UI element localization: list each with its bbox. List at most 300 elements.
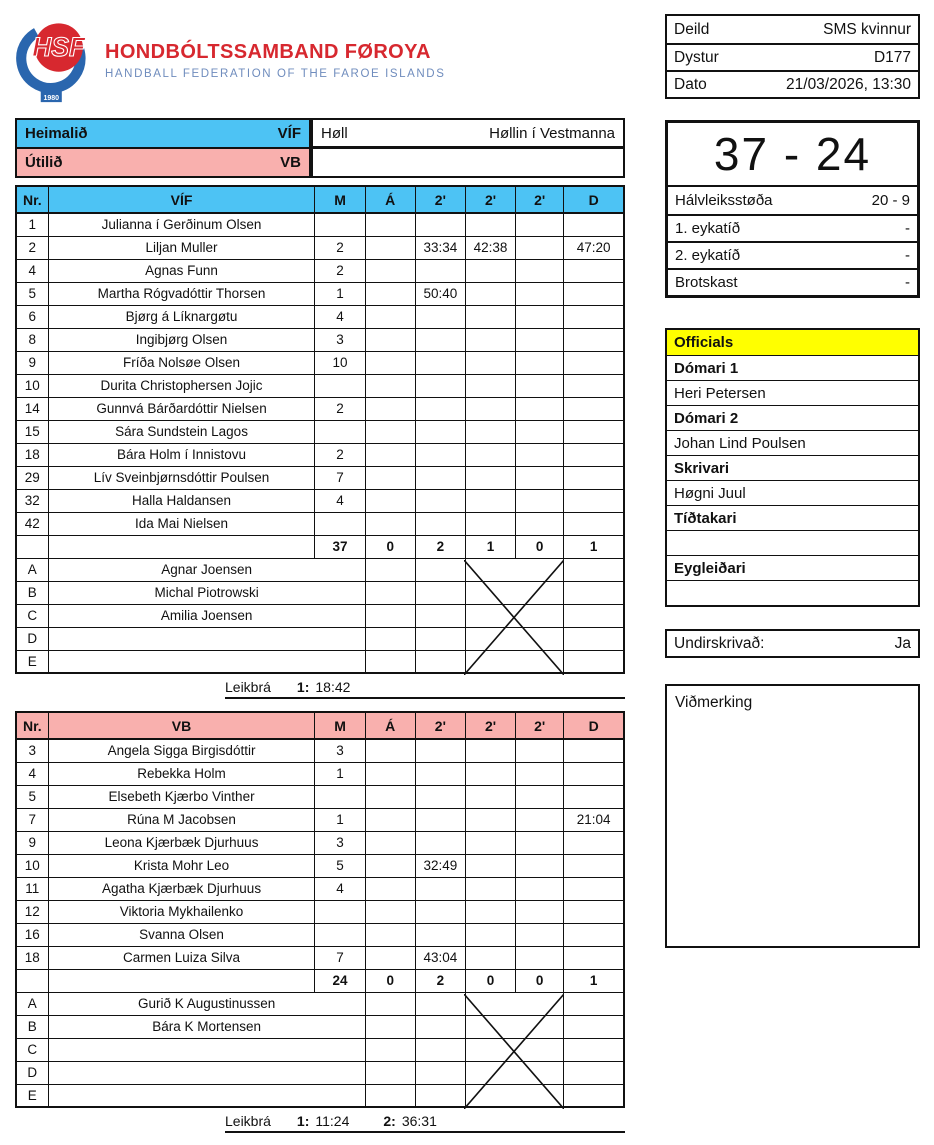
bench-official-row	[16, 558, 624, 581]
player-s2-cell	[465, 946, 515, 969]
player-s1-cell	[415, 397, 465, 420]
player-s2-cell	[465, 351, 515, 374]
player-d-cell	[564, 739, 624, 762]
bench-name-cell	[48, 627, 365, 650]
player-nr-cell: 9	[16, 351, 48, 374]
empty-cell	[415, 1061, 465, 1084]
player-row	[16, 305, 624, 328]
total-m-cell: 37	[315, 535, 365, 558]
game-log-time: 18:42	[315, 679, 351, 695]
empty-cell	[48, 535, 315, 558]
player-name-cell: Martha Rógvadóttir Thorsen	[48, 282, 315, 305]
player-nr-cell: 5	[16, 785, 48, 808]
col-disq: D	[564, 186, 624, 213]
bench-official-row	[16, 581, 624, 604]
player-s1-cell	[415, 808, 465, 831]
away-roster-wrap	[15, 711, 625, 1108]
player-d-cell	[564, 259, 624, 282]
player-m-cell	[315, 213, 365, 236]
player-d-cell: 47:20	[564, 236, 624, 259]
empty-cell	[415, 627, 465, 650]
official-role: Dómari 2	[667, 405, 918, 430]
player-s1-cell	[415, 351, 465, 374]
player-s1-cell	[415, 420, 465, 443]
crossed-out-cell	[465, 558, 563, 581]
org-name: HONDBÓLTSSAMBAND FØROYA	[105, 40, 431, 63]
player-s2-cell	[465, 489, 515, 512]
game-log-half-number: 1:	[296, 679, 310, 695]
player-s1-cell	[415, 489, 465, 512]
player-a-cell	[365, 762, 415, 785]
empty-cell	[16, 535, 48, 558]
empty-cell	[415, 558, 465, 581]
player-s1-cell	[415, 259, 465, 282]
player-s1-cell	[415, 443, 465, 466]
info-row-deild	[667, 16, 918, 43]
hall-box	[311, 118, 625, 148]
info-label: Deild	[674, 20, 710, 38]
bench-name-cell	[48, 1038, 365, 1061]
bench-official-row	[16, 1084, 624, 1107]
player-name-cell: Halla Haldansen	[48, 489, 315, 512]
empty-cell	[365, 604, 415, 627]
player-a-cell	[365, 351, 415, 374]
player-s3-cell	[516, 923, 564, 946]
bench-letter-cell: B	[16, 1015, 48, 1038]
summary-column	[665, 14, 920, 948]
official-name: Høgni Juul	[667, 480, 918, 505]
player-d-cell	[564, 282, 624, 305]
player-a-cell	[365, 512, 415, 535]
empty-cell	[415, 581, 465, 604]
player-nr-cell: 12	[16, 900, 48, 923]
player-a-cell	[365, 923, 415, 946]
player-s2-cell	[465, 785, 515, 808]
player-s2-cell	[465, 739, 515, 762]
player-row	[16, 351, 624, 374]
col-susp1: 2'	[415, 186, 465, 213]
player-a-cell	[365, 236, 415, 259]
player-name-cell: Viktoria Mykhailenko	[48, 900, 315, 923]
total-s2-cell: 1	[465, 535, 515, 558]
empty-cell	[564, 581, 624, 604]
game-log-entries	[297, 679, 385, 695]
score-label: 1. eykatíð	[675, 220, 741, 237]
bench-letter-cell: E	[16, 650, 48, 673]
player-nr-cell: 8	[16, 328, 48, 351]
home-roster-wrap	[15, 185, 625, 674]
player-d-cell	[564, 946, 624, 969]
totals-row	[16, 535, 624, 558]
player-m-cell: 4	[315, 489, 365, 512]
player-nr-cell: 4	[16, 762, 48, 785]
player-nr-cell: 18	[16, 443, 48, 466]
hsf-logo-icon	[15, 16, 93, 104]
col-warning: Á	[365, 186, 415, 213]
crossed-out-cell	[465, 1015, 563, 1038]
bench-official-row	[16, 1061, 624, 1084]
player-s2-cell	[465, 512, 515, 535]
player-nr-cell: 11	[16, 877, 48, 900]
game-log-entry	[297, 1113, 349, 1129]
player-name-cell: Rebekka Holm	[48, 762, 315, 785]
score-row-penalties	[668, 268, 917, 295]
home-team-code: VÍF	[277, 125, 301, 142]
total-s1-cell: 2	[415, 535, 465, 558]
game-log-half-number: 2:	[383, 1113, 396, 1129]
game-log-time: 36:31	[401, 1113, 437, 1129]
player-s3-cell	[516, 466, 564, 489]
col-susp3: 2'	[516, 186, 564, 213]
player-name-cell: Liljan Muller	[48, 236, 315, 259]
empty-cell	[16, 969, 48, 992]
player-d-cell	[564, 512, 624, 535]
empty-cell	[564, 1061, 624, 1084]
home-table-header-row	[16, 186, 624, 213]
player-s2-cell	[465, 923, 515, 946]
player-m-cell: 2	[315, 443, 365, 466]
player-s1-cell	[415, 374, 465, 397]
bench-letter-cell: B	[16, 581, 48, 604]
player-d-cell	[564, 420, 624, 443]
crossed-out-cell	[465, 1061, 563, 1084]
player-s3-cell	[516, 397, 564, 420]
player-row	[16, 213, 624, 236]
score-label: 2. eykatíð	[675, 247, 741, 264]
official-role: Skrivari	[667, 455, 918, 480]
bench-name-cell	[48, 650, 365, 673]
empty-cell	[564, 1015, 624, 1038]
player-name-cell: Agatha Kjærbæk Djurhuus	[48, 877, 315, 900]
player-s1-cell	[415, 739, 465, 762]
player-m-cell: 1	[315, 808, 365, 831]
info-value: 21/03/2026, 13:30	[786, 75, 911, 93]
teams-header	[15, 118, 625, 178]
empty-cell	[415, 1038, 465, 1061]
player-row	[16, 808, 624, 831]
player-row	[16, 877, 624, 900]
total-m-cell: 24	[315, 969, 365, 992]
player-row	[16, 762, 624, 785]
player-d-cell	[564, 923, 624, 946]
player-d-cell	[564, 900, 624, 923]
signature-box	[665, 629, 920, 658]
away-hall-empty-box	[311, 148, 625, 178]
player-row	[16, 923, 624, 946]
away-roster-table	[15, 711, 625, 1108]
player-row	[16, 374, 624, 397]
player-nr-cell: 5	[16, 282, 48, 305]
home-team-box	[15, 118, 311, 148]
total-a-cell: 0	[365, 969, 415, 992]
remarks-box	[665, 684, 920, 948]
player-s1-cell	[415, 900, 465, 923]
score-label: Hálvleiksstøða	[675, 192, 773, 209]
player-row	[16, 831, 624, 854]
col-susp2: 2'	[465, 712, 515, 739]
player-a-cell	[365, 282, 415, 305]
player-a-cell	[365, 489, 415, 512]
player-a-cell	[365, 213, 415, 236]
crossed-out-cell	[465, 1038, 563, 1061]
player-s2-cell	[465, 374, 515, 397]
total-s3-cell: 0	[516, 969, 564, 992]
player-d-cell	[564, 397, 624, 420]
player-s3-cell	[516, 831, 564, 854]
player-m-cell: 2	[315, 259, 365, 282]
player-name-cell: Julianna í Gerðinum Olsen	[48, 213, 315, 236]
player-s1-cell: 50:40	[415, 282, 465, 305]
totals-row	[16, 969, 624, 992]
player-d-cell	[564, 305, 624, 328]
score-row-halftime	[668, 187, 917, 214]
game-log-entries	[297, 1113, 471, 1129]
player-s3-cell	[516, 213, 564, 236]
player-s3-cell	[516, 374, 564, 397]
player-s3-cell	[516, 946, 564, 969]
player-s2-cell	[465, 877, 515, 900]
logo-year-text: 1980	[43, 94, 60, 102]
crossed-out-cell	[465, 1084, 563, 1107]
player-s2-cell	[465, 831, 515, 854]
rosters-column	[15, 118, 625, 1133]
bench-official-row	[16, 627, 624, 650]
player-nr-cell: 15	[16, 420, 48, 443]
col-nr: Nr.	[16, 712, 48, 739]
total-d-cell: 1	[564, 535, 624, 558]
col-goals: M	[315, 186, 365, 213]
player-s2-cell	[465, 397, 515, 420]
bench-name-cell: Gurið K Augustinussen	[48, 992, 365, 1015]
player-s1-cell	[415, 213, 465, 236]
player-row	[16, 854, 624, 877]
game-log-entry	[383, 1113, 437, 1129]
player-d-cell	[564, 854, 624, 877]
player-a-cell	[365, 877, 415, 900]
empty-cell	[564, 558, 624, 581]
empty-cell	[564, 992, 624, 1015]
officials-title: Officials	[667, 330, 918, 355]
score-value: -	[905, 274, 910, 291]
player-name-cell: Durita Christophersen Jojic	[48, 374, 315, 397]
player-d-cell	[564, 374, 624, 397]
bench-letter-cell: A	[16, 992, 48, 1015]
player-d-cell	[564, 328, 624, 351]
player-a-cell	[365, 808, 415, 831]
player-name-cell: Ida Mai Nielsen	[48, 512, 315, 535]
player-s1-cell	[415, 328, 465, 351]
player-s2-cell	[465, 808, 515, 831]
player-s1-cell	[415, 762, 465, 785]
remarks-label: Viðmerking	[675, 694, 753, 711]
player-row	[16, 785, 624, 808]
empty-cell	[365, 1015, 415, 1038]
player-nr-cell: 7	[16, 808, 48, 831]
player-s3-cell	[516, 785, 564, 808]
player-s3-cell	[516, 739, 564, 762]
crossed-out-cell	[465, 581, 563, 604]
player-d-cell	[564, 466, 624, 489]
total-d-cell: 1	[564, 969, 624, 992]
crossed-out-cell	[465, 650, 563, 673]
empty-cell	[415, 1015, 465, 1038]
empty-cell	[564, 1084, 624, 1107]
player-a-cell	[365, 443, 415, 466]
player-name-cell: Bjørg á Líknargøtu	[48, 305, 315, 328]
empty-cell	[564, 604, 624, 627]
player-s3-cell	[516, 236, 564, 259]
player-row	[16, 900, 624, 923]
player-row	[16, 512, 624, 535]
official-name: Heri Petersen	[667, 380, 918, 405]
bench-name-cell	[48, 1084, 365, 1107]
player-row	[16, 489, 624, 512]
total-s3-cell: 0	[516, 535, 564, 558]
player-s2-cell	[465, 420, 515, 443]
official-name	[667, 580, 918, 605]
player-d-cell	[564, 877, 624, 900]
empty-cell	[415, 1084, 465, 1107]
bench-letter-cell: D	[16, 627, 48, 650]
player-name-cell: Lív Sveinbjørnsdóttir Poulsen	[48, 466, 315, 489]
federation-header	[15, 14, 455, 106]
player-a-cell	[365, 831, 415, 854]
player-nr-cell: 14	[16, 397, 48, 420]
empty-cell	[365, 558, 415, 581]
player-m-cell	[315, 420, 365, 443]
player-row	[16, 739, 624, 762]
game-log-label: Leikbrá	[225, 1113, 271, 1129]
total-s1-cell: 2	[415, 969, 465, 992]
player-s3-cell	[516, 305, 564, 328]
player-a-cell	[365, 466, 415, 489]
empty-cell	[48, 969, 315, 992]
player-s3-cell	[516, 854, 564, 877]
away-team-box	[15, 148, 311, 178]
score-value: 20 - 9	[871, 192, 910, 209]
player-d-cell	[564, 785, 624, 808]
player-nr-cell: 10	[16, 374, 48, 397]
signature-value: Ja	[894, 634, 911, 652]
col-nr: Nr.	[16, 186, 48, 213]
player-s3-cell	[516, 877, 564, 900]
player-name-cell: Leona Kjærbæk Djurhuus	[48, 831, 315, 854]
bench-letter-cell: C	[16, 604, 48, 627]
hall-label: Høll	[321, 124, 348, 142]
official-name: Johan Lind Poulsen	[667, 430, 918, 455]
player-s3-cell	[516, 282, 564, 305]
empty-cell	[365, 1084, 415, 1107]
bench-official-row	[16, 650, 624, 673]
player-row	[16, 282, 624, 305]
info-label: Dato	[674, 75, 707, 93]
bench-name-cell: Agnar Joensen	[48, 558, 365, 581]
empty-cell	[415, 992, 465, 1015]
player-name-cell: Sára Sundstein Lagos	[48, 420, 315, 443]
game-log-time: 11:24	[315, 1113, 350, 1129]
signature-label: Undirskrivað:	[674, 634, 765, 652]
player-nr-cell: 3	[16, 739, 48, 762]
bench-official-row	[16, 604, 624, 627]
official-role: Tíðtakari	[667, 505, 918, 530]
player-s2-cell	[465, 305, 515, 328]
player-s2-cell	[465, 259, 515, 282]
bench-letter-cell: D	[16, 1061, 48, 1084]
hall-name: Høllin í Vestmanna	[489, 124, 615, 142]
col-team: VÍF	[48, 186, 315, 213]
bench-official-row	[16, 992, 624, 1015]
player-s2-cell	[465, 328, 515, 351]
away-team-label: Útilið	[25, 154, 63, 171]
score-value: -	[905, 220, 910, 237]
info-row-dato	[667, 70, 918, 97]
bench-official-row	[16, 1038, 624, 1061]
player-a-cell	[365, 785, 415, 808]
crossed-out-cell	[465, 627, 563, 650]
player-m-cell	[315, 923, 365, 946]
official-name	[667, 530, 918, 555]
org-titles	[105, 41, 445, 80]
player-m-cell	[315, 512, 365, 535]
player-a-cell	[365, 397, 415, 420]
bench-letter-cell: C	[16, 1038, 48, 1061]
game-log-label: Leikbrá	[225, 679, 271, 695]
empty-cell	[365, 581, 415, 604]
empty-cell	[365, 650, 415, 673]
player-a-cell	[365, 374, 415, 397]
game-log-half-number: 1:	[296, 1113, 310, 1129]
score-box	[665, 120, 920, 298]
player-m-cell	[315, 785, 365, 808]
player-m-cell: 7	[315, 466, 365, 489]
player-m-cell: 4	[315, 305, 365, 328]
empty-cell	[365, 1038, 415, 1061]
official-role: Dómari 1	[667, 355, 918, 380]
col-susp1: 2'	[415, 712, 465, 739]
player-nr-cell: 4	[16, 259, 48, 282]
score-value: -	[905, 247, 910, 264]
player-a-cell	[365, 420, 415, 443]
player-nr-cell: 18	[16, 946, 48, 969]
player-row	[16, 946, 624, 969]
score-row-overtime1	[668, 214, 917, 241]
info-row-dystur	[667, 43, 918, 70]
total-a-cell: 0	[365, 535, 415, 558]
game-log-entry	[297, 679, 351, 695]
player-name-cell: Krista Mohr Leo	[48, 854, 315, 877]
empty-cell	[365, 627, 415, 650]
empty-cell	[564, 627, 624, 650]
crossed-out-cell	[465, 604, 563, 627]
score-label: Brotskast	[675, 274, 738, 291]
player-s2-cell	[465, 282, 515, 305]
player-nr-cell: 16	[16, 923, 48, 946]
bench-official-row	[16, 1015, 624, 1038]
player-m-cell: 3	[315, 831, 365, 854]
player-s1-cell	[415, 466, 465, 489]
player-m-cell	[315, 374, 365, 397]
player-a-cell	[365, 854, 415, 877]
player-row	[16, 443, 624, 466]
player-s2-cell	[465, 466, 515, 489]
player-a-cell	[365, 739, 415, 762]
player-m-cell: 2	[315, 397, 365, 420]
player-nr-cell: 42	[16, 512, 48, 535]
player-m-cell: 3	[315, 328, 365, 351]
player-s1-cell	[415, 512, 465, 535]
player-m-cell: 7	[315, 946, 365, 969]
player-s3-cell	[516, 808, 564, 831]
